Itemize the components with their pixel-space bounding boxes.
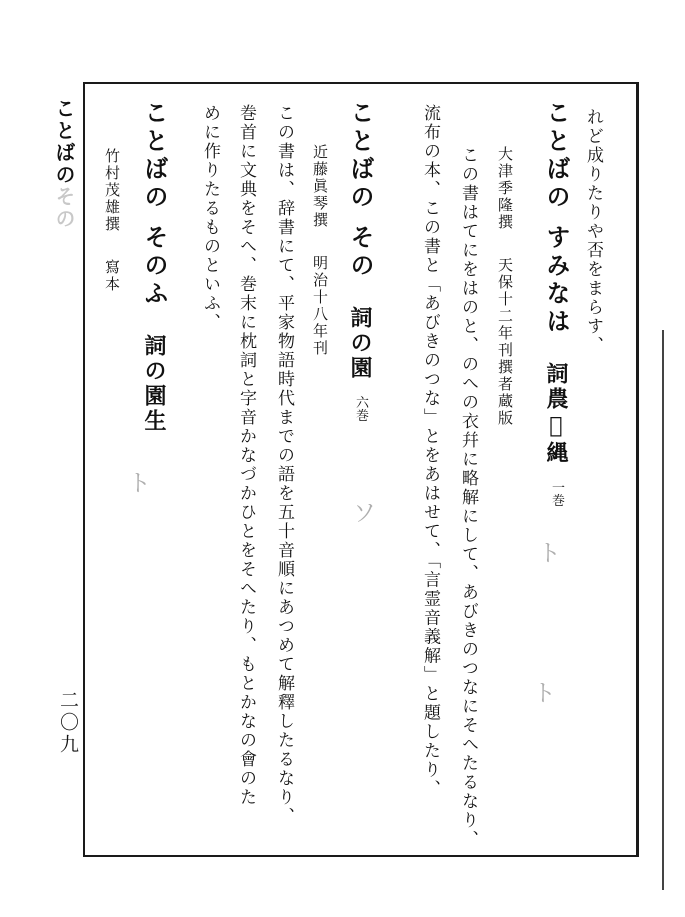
entry-heading-3: ことばの そのふ — [140, 100, 169, 309]
entry-title-1: 詞農𢊤縄 — [543, 362, 569, 467]
entry-publication-2: 明治十八年刊 — [311, 255, 329, 357]
entry-author-1: 大津季隆撰 — [496, 146, 514, 231]
entry-author-2: 近藤眞琴撰 — [311, 144, 329, 229]
column-3 — [497, 146, 512, 427]
column-11 — [140, 100, 169, 435]
column-9: 巻首に文典をそへ、巻末に枕詞と字音かなづかひとをそへたり、もとかなの會のた — [236, 104, 256, 807]
column-12 — [104, 148, 119, 293]
entry-heading-2: ことばの その — [346, 100, 375, 281]
pencil-annotation-4: ト — [528, 680, 556, 710]
column-6 — [346, 100, 375, 422]
running-header — [54, 98, 74, 230]
running-header-faint: その — [52, 186, 76, 230]
entry-title-3: 詞の園生 — [141, 334, 167, 435]
entry-heading-1: ことばの すみなは — [542, 100, 571, 337]
entry-title-2: 詞の園 — [347, 306, 373, 382]
column-10: めに作りたるものといふ、 — [200, 104, 220, 332]
pencil-annotation-1: ト — [123, 470, 151, 500]
column-7 — [312, 144, 327, 357]
entry-publication-1: 天保十二年刊撰者蔵版 — [496, 257, 514, 427]
entry-volume-2: 六巻 — [353, 395, 368, 422]
page-number: 二〇九 — [57, 690, 79, 756]
page-edge-line — [662, 330, 664, 890]
column-8: この書は、辞書にて、平家物語時代までの語を五十音順にあつめて解釋したるなり、 — [274, 104, 294, 826]
entry-author-3: 竹村茂雄撰 — [103, 148, 121, 233]
column-2 — [542, 100, 571, 507]
pencil-annotation-2: ソ — [348, 500, 376, 530]
entry-note-3: 寫本 — [103, 259, 121, 293]
pencil-annotation-3: ト — [533, 540, 561, 570]
running-header-text: ことばの — [52, 98, 76, 186]
column-4: この書はてにをはのと、のへの衣幷に略解にして、あびきのつなにそへたるなり、 — [458, 146, 478, 849]
entry-volume-1: 一巻 — [549, 480, 564, 507]
column-1: れど成りたりや否をまらす、 — [583, 108, 603, 355]
column-5: 流布の本、この書と「あびきのつな」とをあはせて、「言霊音義解」と題したり、 — [420, 104, 440, 799]
